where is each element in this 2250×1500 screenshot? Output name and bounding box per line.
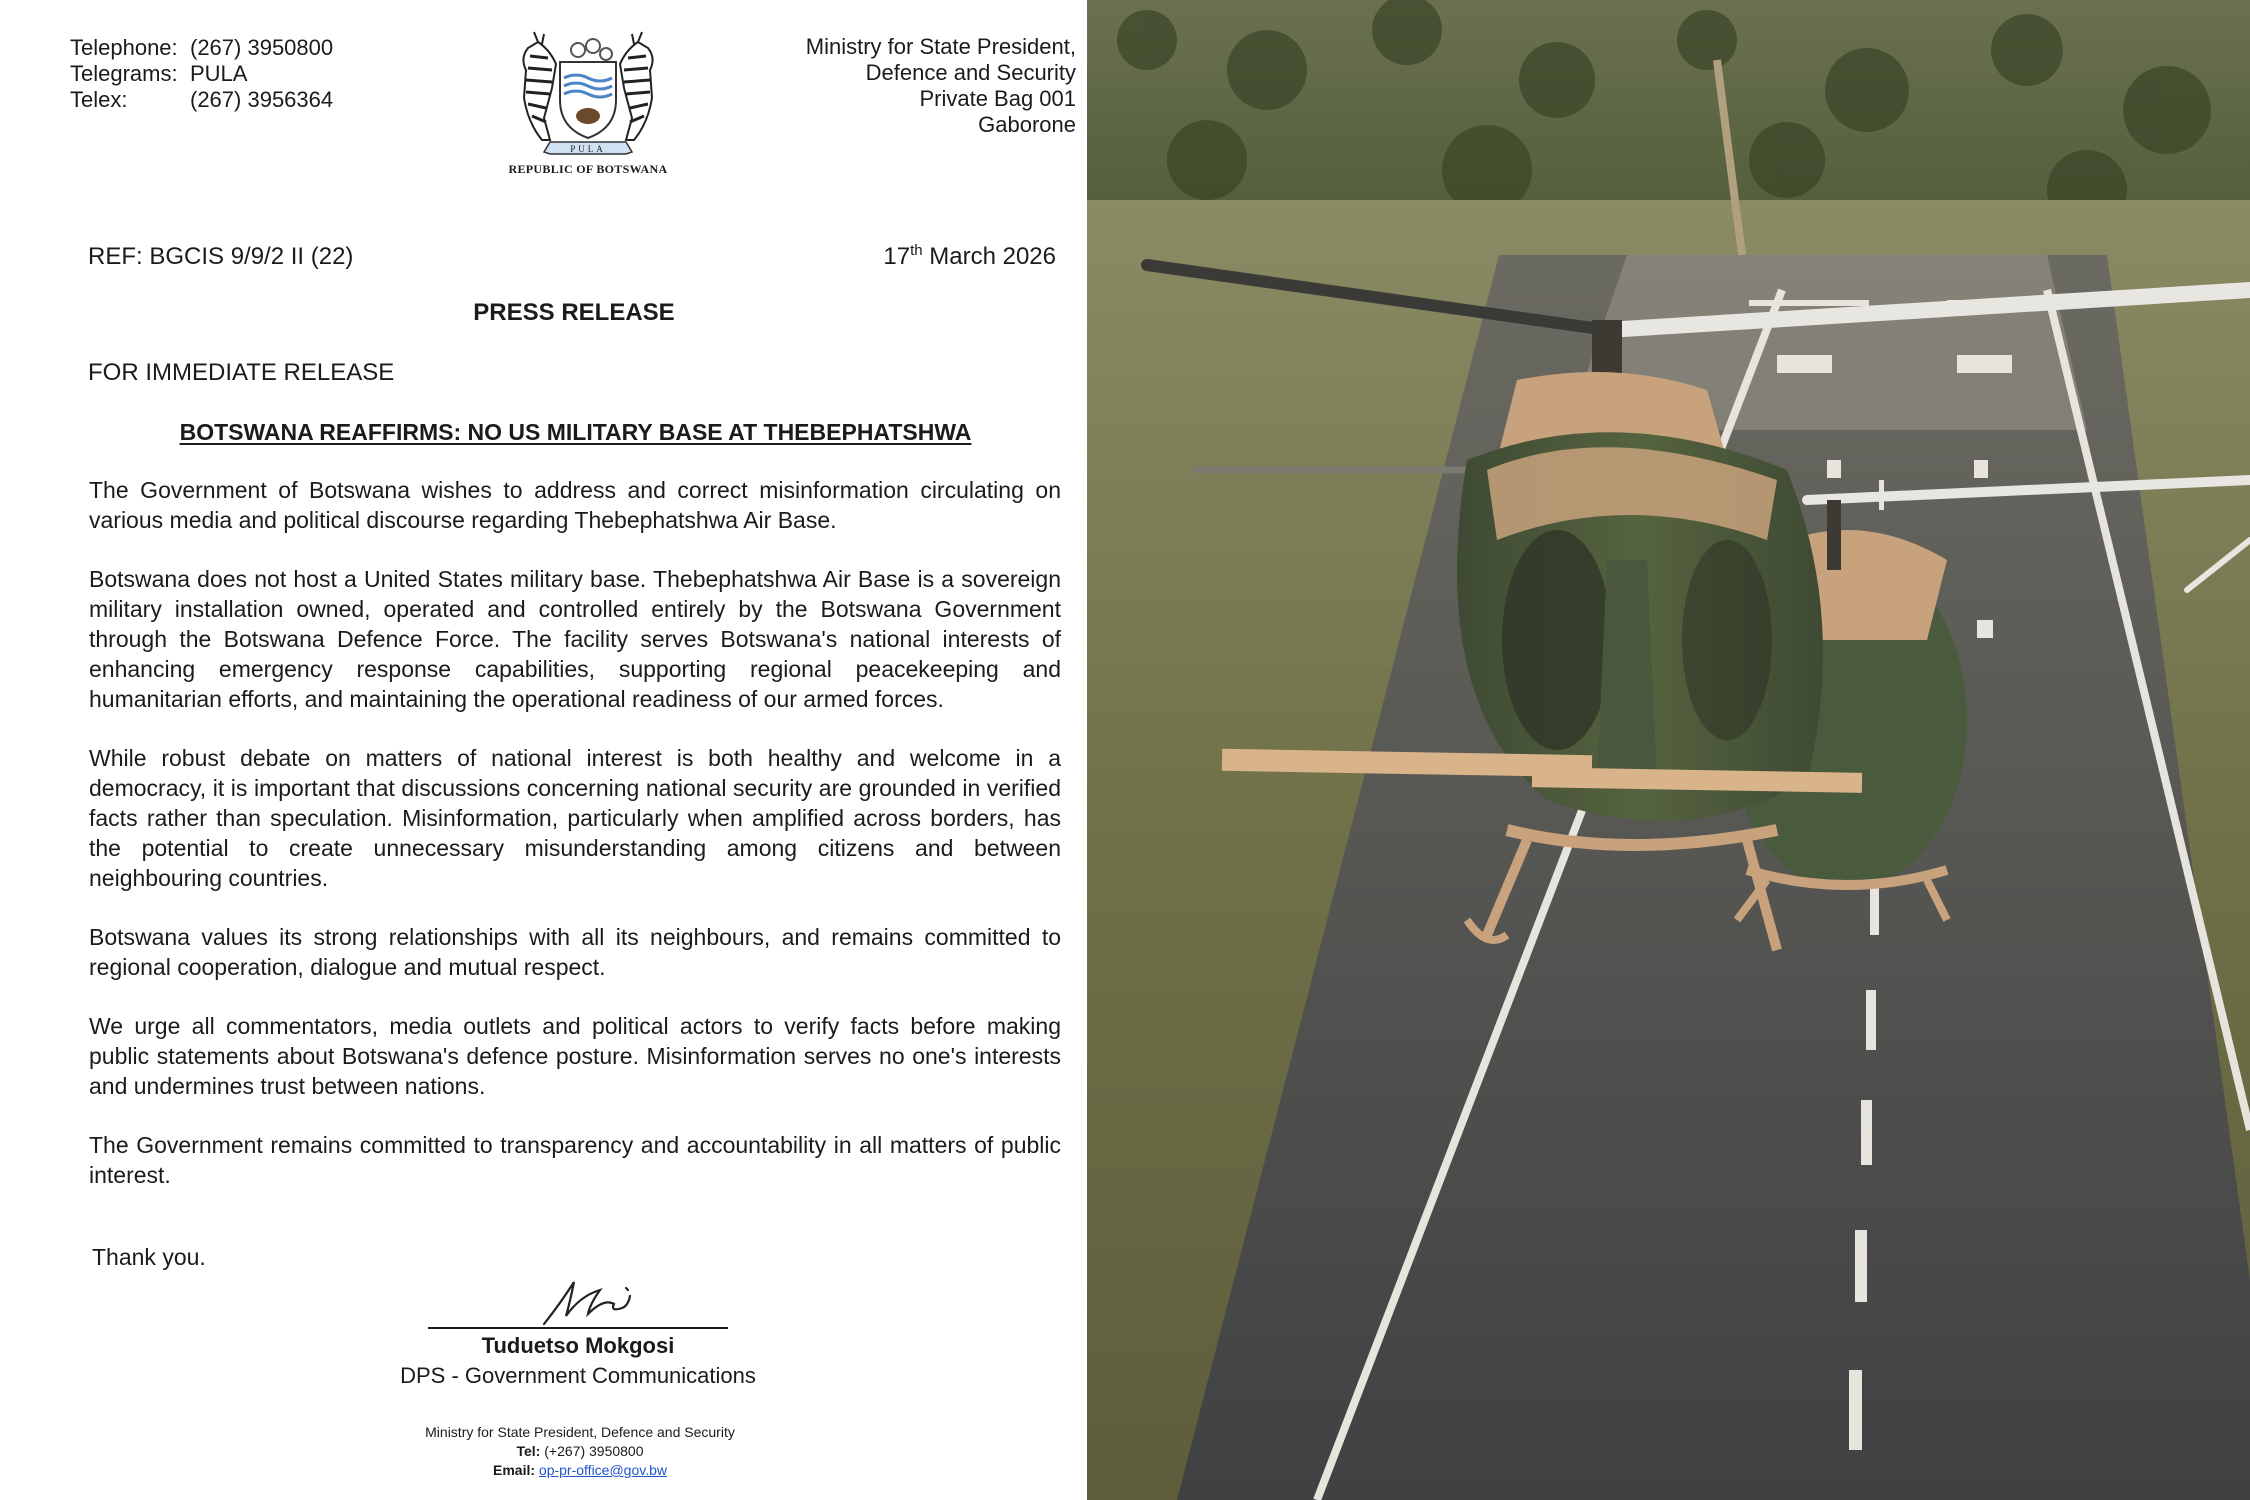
release-note: FOR IMMEDIATE RELEASE xyxy=(88,359,395,386)
date-rest: March 2026 xyxy=(922,243,1056,270)
contact-block xyxy=(70,34,333,112)
telegrams-label: Telegrams: xyxy=(70,61,178,86)
botswana-coat-of-arms-icon xyxy=(498,28,678,178)
body-text xyxy=(89,475,1061,1219)
closing: Thank you. xyxy=(92,1244,206,1270)
motto-text: PULA xyxy=(570,144,606,154)
paragraph: The Government remains committed to transparency and accountability in all matters of public interest. xyxy=(89,1132,1061,1188)
contact-telex xyxy=(70,86,333,112)
footer-email-link[interactable]: op-pr-office@gov.bw xyxy=(538,1462,667,1478)
headline: BOTSWANA REAFFIRMS: NO US MILITARY BASE AT THEBEPHATSHWA xyxy=(179,419,972,445)
republic-label: REPUBLIC OF BOTSWANA xyxy=(508,162,668,176)
signature-line xyxy=(428,1327,728,1329)
paragraph: The Government of Botswana wishes to address and correct misinformation circulating on various media and political discourse regarding Thebephatshwa Air Base. xyxy=(89,477,1061,533)
address-line: Private Bag 001 xyxy=(919,86,1076,111)
press-release-label: PRESS RELEASE xyxy=(473,299,675,326)
telex-value: (267) 3956364 xyxy=(190,87,334,112)
address-line: Defence and Security xyxy=(865,60,1076,85)
date-suffix: th xyxy=(910,242,923,259)
telephone-value: (267) 3950800 xyxy=(190,35,334,60)
address-block xyxy=(690,33,1076,137)
paragraph: We urge all commentators, media outlets and political actors to verify facts before making public statements about Botswana's defence posture. Misinformation serves no one's interests and undermines trust between nations. xyxy=(89,1013,1061,1099)
footer-tel-label: Tel: xyxy=(516,1443,541,1459)
paragraph: While robust debate on matters of national interest is both healthy and welcome in a democracy, it is important that discussions concerning national security are grounded in verified facts rather than speculation. Misinformation, particularly when amplified across borders, has the potential to create unnecessary misunderstanding among citizens and between neighbouring countries. xyxy=(89,745,1061,891)
footer-ministry: Ministry for State President, Defence and Security xyxy=(425,1424,735,1440)
paragraph: Botswana values its strong relationships with all its neighbours, and remains committed to regional cooperation, dialogue and mutual respect. xyxy=(89,924,1061,980)
footer-email-label: Email: xyxy=(493,1462,536,1478)
signatory-name: Tuduetso Mokgosi xyxy=(481,1333,675,1358)
reference-number: REF: BGCIS 9/9/2 II (22) xyxy=(88,243,354,270)
date-day: 17 xyxy=(883,243,911,270)
helicopter-photo xyxy=(1087,0,2250,1500)
telephone-label: Telephone: xyxy=(70,35,178,60)
footer-tel-value: (+267) 3950800 xyxy=(540,1443,644,1459)
address-line: Gaborone xyxy=(978,112,1076,137)
footer-tel xyxy=(330,1442,830,1461)
press-release-letter xyxy=(0,0,1087,1500)
paragraph: Botswana does not host a United States military base. Thebephatshwa Air Base is a sovereign military installation owned, operated and controlled entirely by the Botswana Government through the Botswana Defence Force. The facility serves Botswana's national interests of enhancing emergency response capabilities, supporting regional peacekeeping and humanitarian efforts, and maintaining the operational readiness of our armed forces. xyxy=(89,566,1061,712)
telex-label: Telex: xyxy=(70,87,128,112)
telegrams-value: PULA xyxy=(190,61,248,86)
address-line: Ministry for State President, xyxy=(805,34,1076,59)
contact-telegrams xyxy=(70,60,333,86)
letter-footer xyxy=(330,1423,830,1480)
footer-email xyxy=(330,1461,830,1480)
release-date xyxy=(760,243,1056,271)
contact-telephone xyxy=(70,34,333,60)
signatory-title: DPS - Government Communications xyxy=(400,1363,756,1388)
